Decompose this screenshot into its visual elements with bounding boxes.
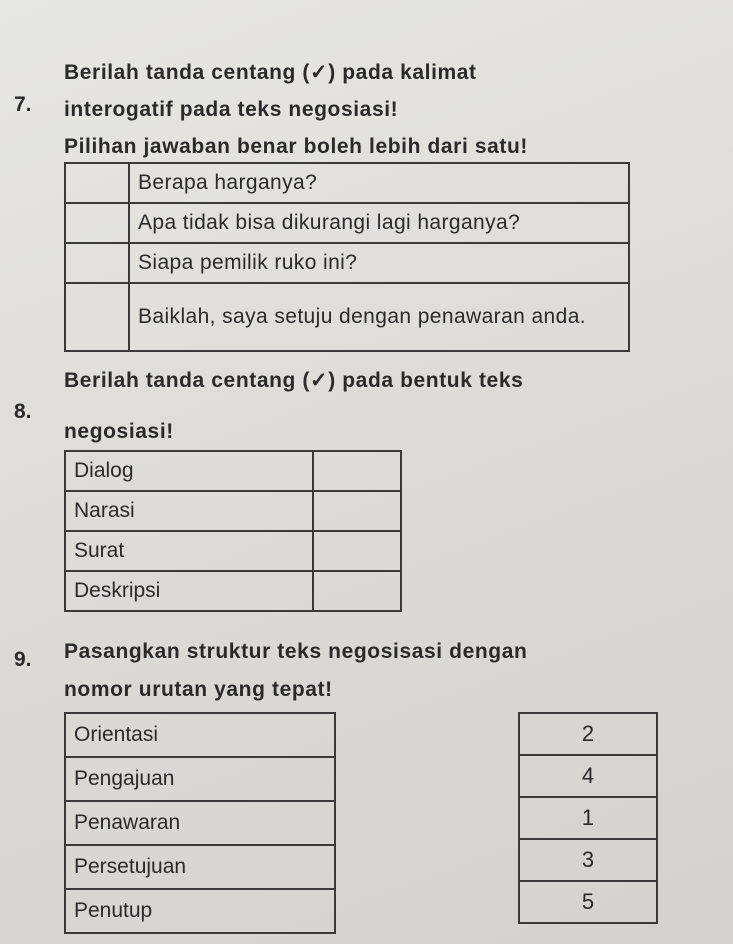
q9-number-table: [518, 712, 658, 924]
table-row: [65, 451, 401, 491]
q8-option-1: Dialog: [65, 451, 313, 491]
checkbox-cell[interactable]: [313, 491, 401, 531]
table-row: [65, 243, 629, 283]
q9-structure-3: Penawaran: [65, 801, 335, 845]
table-row: [519, 755, 657, 797]
q7-prompt-line-2: interogatif pada teks negosiasi!: [64, 98, 399, 121]
table-row: [65, 531, 401, 571]
q7-prompt-line-1: Berilah tanda centang (✓) pada kalimat: [64, 61, 477, 84]
table-row: [65, 713, 335, 757]
table-row: [65, 283, 629, 351]
table-row: [65, 203, 629, 243]
q8-option-3: Surat: [65, 531, 313, 571]
q7-options-table: [64, 162, 630, 352]
checkbox-cell[interactable]: [65, 203, 129, 243]
table-row: [65, 889, 335, 933]
q9-number-5: 5: [519, 881, 657, 923]
table-row: [519, 881, 657, 923]
q7-number: 7.: [14, 93, 32, 116]
q9-number: 9.: [14, 648, 32, 671]
checkbox-cell[interactable]: [65, 163, 129, 203]
table-row: [65, 757, 335, 801]
checkbox-cell[interactable]: [313, 571, 401, 611]
q9-number-2: 4: [519, 755, 657, 797]
q8-options-table: [64, 450, 402, 612]
q9-structure-table: [64, 712, 336, 934]
q8-prompt-line-1: Berilah tanda centang (✓) pada bentuk teks: [64, 369, 524, 392]
q7-option-1: Berapa harganya?: [129, 163, 629, 203]
q7-option-4: Baiklah, saya setuju dengan penawaran anda.: [129, 283, 629, 351]
table-row: [65, 571, 401, 611]
q8-option-2: Narasi: [65, 491, 313, 531]
q9-number-1: 2: [519, 713, 657, 755]
q8-prompt-line-2: negosiasi!: [64, 420, 174, 443]
q9-structure-2: Pengajuan: [65, 757, 335, 801]
table-row: [519, 713, 657, 755]
table-row: [65, 801, 335, 845]
q9-structure-5: Penutup: [65, 889, 335, 933]
checkbox-cell[interactable]: [65, 243, 129, 283]
table-row: [65, 845, 335, 889]
q7-prompt-line-3: Pilihan jawaban benar boleh lebih dari satu!: [64, 135, 528, 158]
q9-structure-1: Orientasi: [65, 713, 335, 757]
checkbox-cell[interactable]: [313, 531, 401, 571]
table-row: [65, 491, 401, 531]
q7-option-3: Siapa pemilik ruko ini?: [129, 243, 629, 283]
q9-number-4: 3: [519, 839, 657, 881]
q9-structure-4: Persetujuan: [65, 845, 335, 889]
q8-number: 8.: [14, 400, 32, 423]
checkbox-cell[interactable]: [65, 283, 129, 351]
q9-prompt-line-1: Pasangkan struktur teks negosisasi dengan: [64, 640, 528, 663]
checkbox-cell[interactable]: [313, 451, 401, 491]
q9-prompt-line-2: nomor urutan yang tepat!: [64, 678, 333, 701]
q8-option-4: Deskripsi: [65, 571, 313, 611]
table-row: [519, 797, 657, 839]
q9-number-3: 1: [519, 797, 657, 839]
q7-option-2: Apa tidak bisa dikurangi lagi harganya?: [129, 203, 629, 243]
table-row: [519, 839, 657, 881]
table-row: [65, 163, 629, 203]
